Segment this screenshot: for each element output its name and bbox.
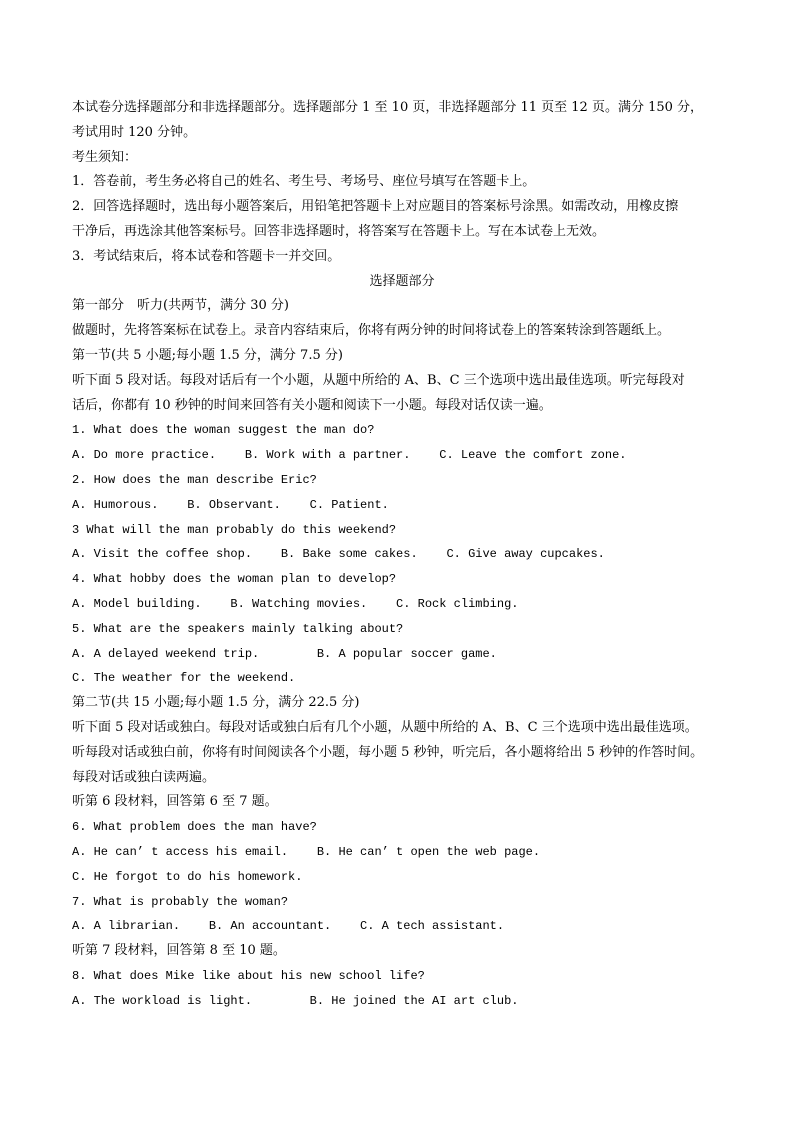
- question-8-options-ab: A. The workload is light. B. He joined the AI art club.: [72, 993, 519, 1008]
- question-6: 6. What problem does the man have?: [72, 820, 317, 835]
- question-1-options: A. Do more practice. B. Work with a partner. C. Leave the comfort zone.: [72, 448, 627, 463]
- sec2-instruction-3: 每段对话或独白读两遍。: [72, 769, 216, 785]
- question-4-options: A. Model building. B. Watching movies. C. Rock climbing.: [72, 596, 519, 611]
- sec1-instruction-1: 听下面 5 段对话。每段对话后有一个小题，从题中所给的 A、B、C 三个选项中选出最佳选项。听完每段对: [72, 372, 685, 388]
- sec1-instruction-2: 话后，你都有 10 秒钟的时间来回答有关小题和阅读下一小题。每段对话仅读一遍。: [72, 397, 552, 413]
- sec2-instruction-2: 听每段对话或独白前，你将有时间阅读各个小题，每小题 5 秒钟，听完后，各小题将给出 5 秒钟的作答时间。: [72, 744, 704, 760]
- material-6-heading: 听第 6 段材料，回答第 6 至 7 题。: [72, 794, 278, 810]
- sec2-title: 第二节(共 15 小题;每小题 1.5 分，满分 22.5 分): [72, 695, 360, 711]
- sec1-title: 第一节(共 5 小题;每小题 1.5 分，满分 7.5 分): [72, 347, 343, 363]
- question-7-options: A. A librarian. B. An accountant. C. A tech assistant.: [72, 919, 505, 934]
- question-1: 1. What does the woman suggest the man do?: [72, 423, 375, 438]
- intro-line-1: 本试卷分选择题部分和非选择题部分。选择题部分 1 至 10 页，非选择题部分 11 页至 12 页。满分 150 分，: [72, 100, 704, 115]
- page-content: [72, 96, 732, 1013]
- question-7: 7. What is probably the woman?: [72, 894, 289, 909]
- notice-item-2a: 2．回答选择题时，选出每小题答案后，用铅笔把答题卡上对应题目的答案标号涂黑。如需改动，用橡皮擦: [72, 199, 679, 215]
- sec2-instruction-1: 听下面 5 段对话或独白。每段对话或独白后有几个小题，从题中所给的 A、B、C 三个选项中选出最佳选项。: [72, 719, 698, 735]
- question-5-option-c: C. The weather for the weekend.: [72, 671, 296, 686]
- part1-title: 第一部分 听力(共两节，满分 30 分): [72, 298, 289, 314]
- question-2: 2. How does the man describe Eric?: [72, 472, 317, 487]
- question-5: 5. What are the speakers mainly talking about?: [72, 621, 404, 636]
- notice-item-2b: 干净后，再选涂其他答案标号。回答非选择题时，将答案写在答题卡上。写在本试卷上无效。: [72, 223, 606, 239]
- question-8: 8. What does Mike like about his new school life?: [72, 968, 425, 983]
- notice-title: 考生须知：: [72, 149, 138, 165]
- question-2-options: A. Humorous. B. Observant. C. Patient.: [72, 497, 389, 512]
- question-5-options-ab: A. A delayed weekend trip. B. A popular soccer game.: [72, 646, 497, 661]
- question-3-options: A. Visit the coffee shop. B. Bake some cakes. C. Give away cupcakes.: [72, 547, 605, 562]
- question-6-option-c: C. He forgot to do his homework.: [72, 869, 303, 884]
- question-6-options-ab: A. He can’ t access his email. B. He can’ t open the web page.: [72, 844, 541, 859]
- section-title: 选择题部分: [369, 273, 435, 289]
- notice-item-3: 3．考试结束后，将本试卷和答题卡一并交回。: [72, 248, 341, 264]
- intro-line-2: 考试用时 120 分钟。: [72, 124, 197, 140]
- question-4: 4. What hobby does the woman plan to develop?: [72, 572, 397, 587]
- material-7-heading: 听第 7 段材料，回答第 8 至 10 题。: [72, 943, 286, 959]
- notice-item-1: 1．答卷前，考生务必将自己的姓名、考生号、考场号、座位号填写在答题卡上。: [72, 174, 536, 190]
- question-3: 3 What will the man probably do this weekend?: [72, 522, 397, 537]
- part1-instruction: 做题时，先将答案标在试卷上。录音内容结束后，你将有两分钟的时间将试卷上的答案转涂到答题纸上。: [72, 323, 671, 339]
